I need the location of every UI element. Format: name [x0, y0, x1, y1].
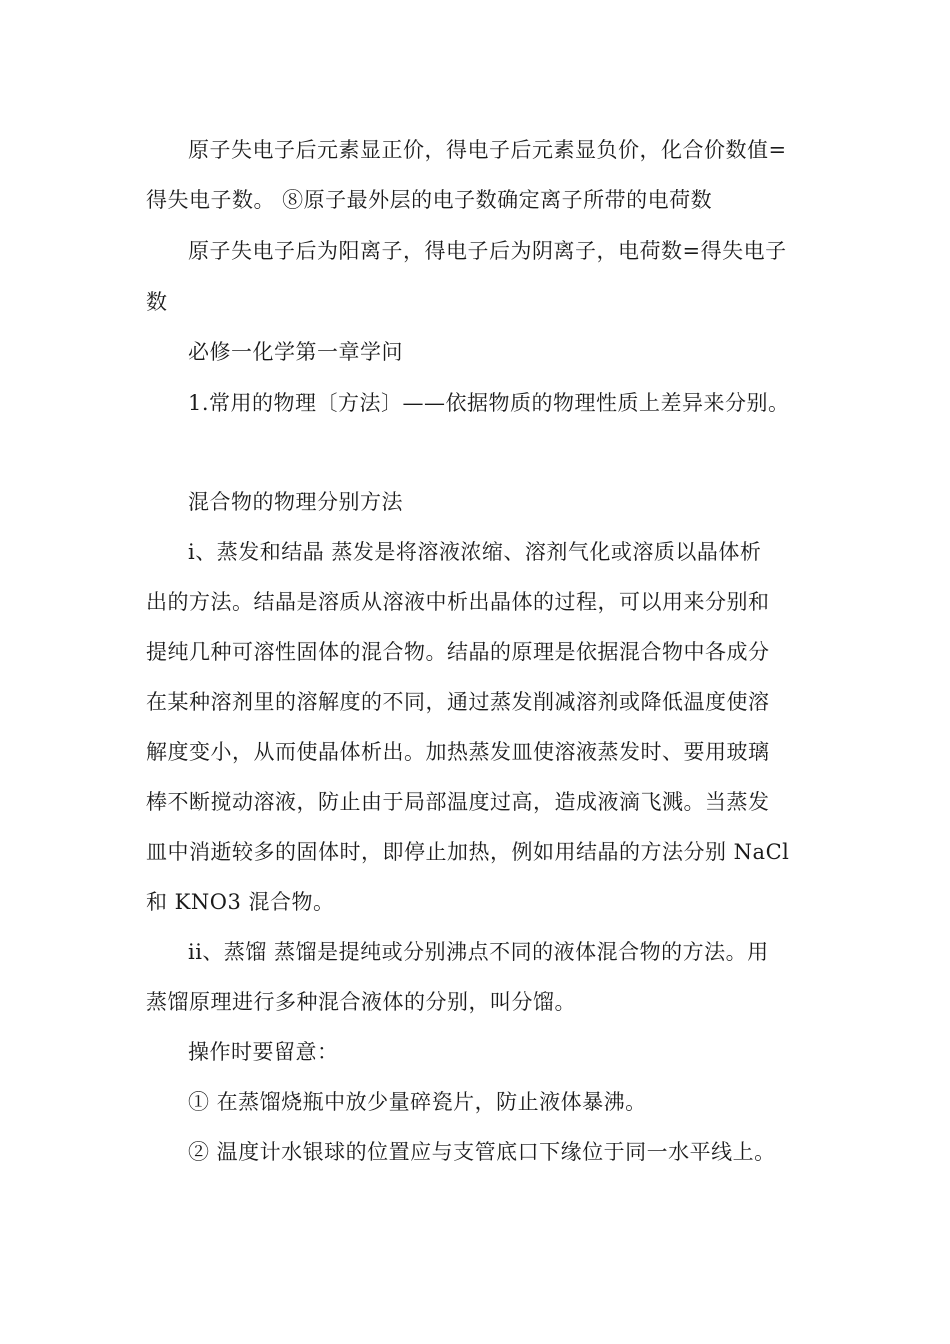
list-item: ② 温度计水银球的位置应与支管底口下缘位于同一水平线上。: [188, 1140, 776, 1164]
paragraph-line: 原子失电子后为阳离子，得电子后为阴离子，电荷数=得失电子: [188, 239, 787, 263]
paragraph-line: 1.常用的物理〔方法〕——依据物质的物理性质上差异来分别。: [188, 391, 790, 415]
paragraph-line: 解度变小，从而使晶体析出。加热蒸发皿使溶液蒸发时、要用玻璃: [146, 740, 770, 764]
paragraph-line: 数: [146, 290, 168, 314]
paragraph-line: 提纯几种可溶性固体的混合物。结晶的原理是依据混合物中各成分: [146, 640, 770, 664]
paragraph-line: i、蒸发和结晶 蒸发是将溶液浓缩、溶剂气化或溶质以晶体析: [188, 540, 762, 564]
paragraph-line: 操作时要留意：: [188, 1040, 339, 1064]
paragraph-line: 出的方法。结晶是溶质从溶液中析出晶体的过程，可以用来分别和: [146, 590, 770, 614]
paragraph-line: 和 KNO3 混合物。: [146, 890, 335, 914]
paragraph-line: 得失电子数。 ⑧原子最外层的电子数确定离子所带的电荷数: [146, 188, 713, 212]
paragraph-line: ii、蒸馏 蒸馏是提纯或分别沸点不同的液体混合物的方法。用: [188, 940, 769, 964]
paragraph-line: 棒不断搅动溶液，防止由于局部温度过高，造成液滴飞溅。当蒸发: [146, 790, 770, 814]
list-item: ① 在蒸馏烧瓶中放少量碎瓷片，防止液体暴沸。: [188, 1090, 647, 1114]
section-heading: 必修一化学第一章学问: [188, 340, 403, 364]
paragraph-line: 蒸馏原理进行多种混合液体的分别，叫分馏。: [146, 990, 576, 1014]
paragraph-line: 原子失电子后元素显正价，得电子后元素显负价，化合价数值=: [188, 138, 787, 162]
paragraph-line: 在某种溶剂里的溶解度的不同，通过蒸发削减溶剂或降低温度使溶: [146, 690, 770, 714]
section-heading: 混合物的物理分别方法: [188, 490, 403, 514]
paragraph-line: 皿中消逝较多的固体时，即停止加热，例如用结晶的方法分别 NaCl: [146, 840, 790, 864]
